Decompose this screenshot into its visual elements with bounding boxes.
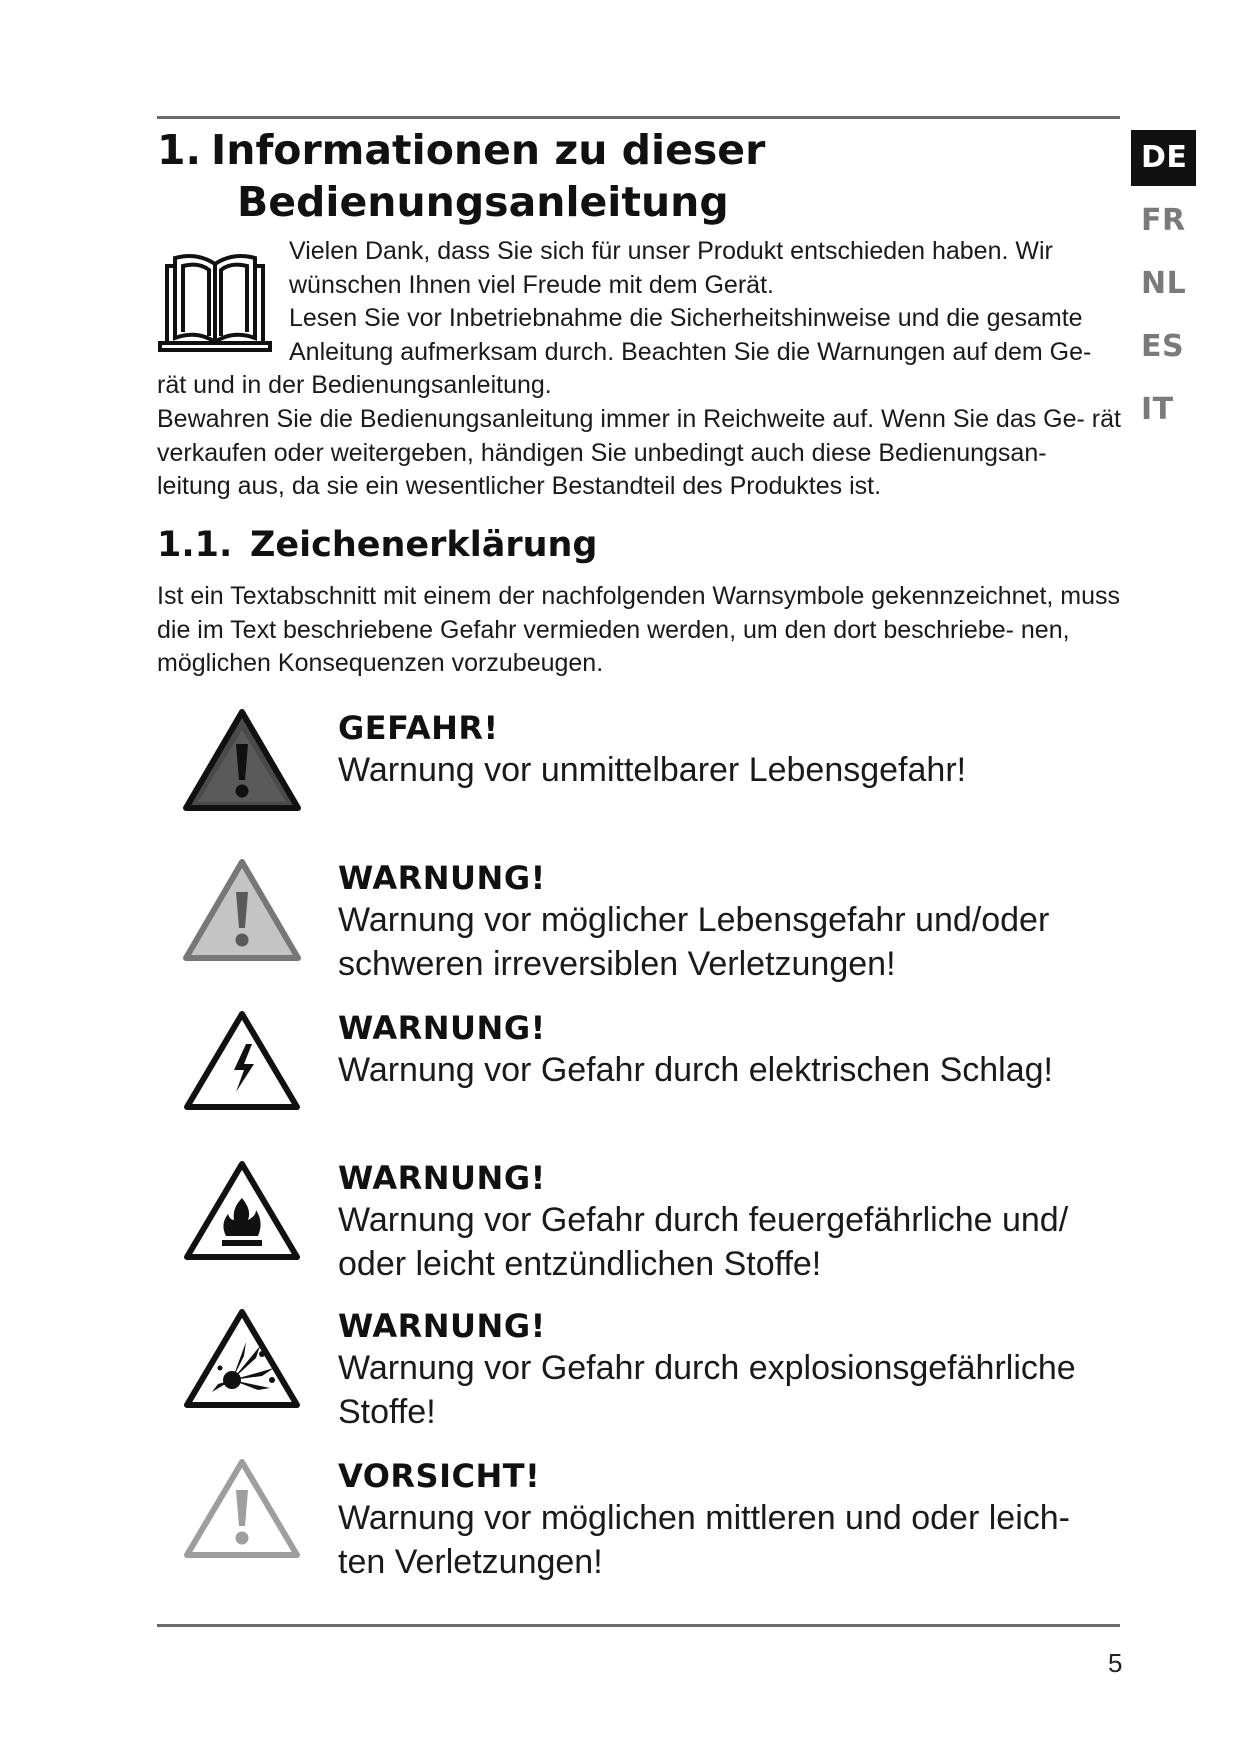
hazard-description: Warnung vor Gefahr durch elektrischen Schlag! (338, 1051, 1053, 1089)
intro-line: Lesen Sie vor Inbetriebnahme die Sicherheitshinweise und die gesamte (289, 304, 1083, 333)
intro-text (157, 235, 1127, 504)
hazard-description: schweren irreversiblen Verletzungen! (338, 945, 896, 983)
page-number: 5 (1108, 1648, 1123, 1678)
language-tab-it[interactable]: IT (1141, 392, 1174, 427)
language-tab-de[interactable]: DE (1131, 130, 1196, 186)
intro-line: Vielen Dank, dass Sie sich für unser Produkt entschieden haben. Wir (289, 237, 1053, 265)
explosive-icon (182, 1306, 302, 1410)
flammable-icon (182, 1158, 302, 1262)
hazard-label: WARNUNG! (338, 1159, 546, 1197)
hazard-label: GEFAHR! (338, 709, 499, 747)
top-divider (157, 116, 1120, 119)
intro-line: rät und in der Bedienungsanleitung. (157, 371, 552, 400)
hazard-description: Warnung vor möglicher Lebensgefahr und/oder (338, 901, 1050, 939)
hazard-description: Warnung vor Gefahr durch feuergefährliche und/ (338, 1201, 1069, 1239)
section-title-line2: Bedienungsanleitung (237, 178, 729, 226)
section-title-line1: Informationen zu dieser (211, 126, 766, 174)
electric-shock-icon (182, 1008, 302, 1112)
hazard-label: VORSICHT! (338, 1457, 541, 1495)
language-tab-fr[interactable]: FR (1141, 203, 1186, 238)
hazard-description: ten Verletzungen! (338, 1543, 603, 1581)
hazard-label: WARNUNG! (338, 1009, 546, 1047)
hazard-description: Warnung vor Gefahr durch explosionsgefährliche (338, 1349, 1076, 1387)
intro-line: Anleitung aufmerksam durch. Beachten Sie die Warnungen auf dem Ge- (289, 337, 1092, 366)
hazard-label: WARNUNG! (338, 859, 546, 897)
section-number: 1. (157, 126, 202, 174)
legend-intro-text: Ist ein Textabschnitt mit einem der nachfolgenden Warnsymbole gekennzeichnet, muss die im Text beschriebene Gefahr vermieden werden, um den dort beschriebe- nen, möglichen Konsequenzen vorzubeugen. (157, 582, 1121, 678)
caution-icon (182, 1456, 302, 1560)
subsection-number: 1.1. (157, 525, 233, 565)
section-heading (157, 124, 765, 228)
danger-warning-icon (182, 708, 302, 812)
subsection-heading (157, 525, 597, 565)
bottom-divider (157, 1624, 1120, 1627)
hazard-description: oder leicht entzündlichen Stoffe! (338, 1245, 822, 1283)
warning-icon (182, 858, 302, 962)
language-tabs (1131, 130, 1196, 438)
intro-paragraph: Bewahren Sie die Bedienungsanleitung immer in Reichweite auf. Wenn Sie das Ge- rät verkaufen oder weitergeben, händigen Sie unbedingt auch diese Bedienungsan- leitung aus, da sie ein wesentlicher Bestandteil des Produktes ist. (157, 404, 1121, 501)
language-tab-es[interactable]: ES (1141, 329, 1185, 364)
hazard-description: Warnung vor möglichen mittleren und oder leich- (338, 1499, 1070, 1537)
hazard-description: Warnung vor unmittelbarer Lebensgefahr! (338, 751, 967, 789)
hazard-description: Stoffe! (338, 1393, 436, 1431)
hazard-label: WARNUNG! (338, 1307, 546, 1345)
language-tab-nl[interactable]: NL (1141, 266, 1187, 301)
subsection-title: Zeichenerklärung (250, 525, 598, 565)
intro-line: wünschen Ihnen viel Freude mit dem Gerät. (289, 270, 774, 299)
